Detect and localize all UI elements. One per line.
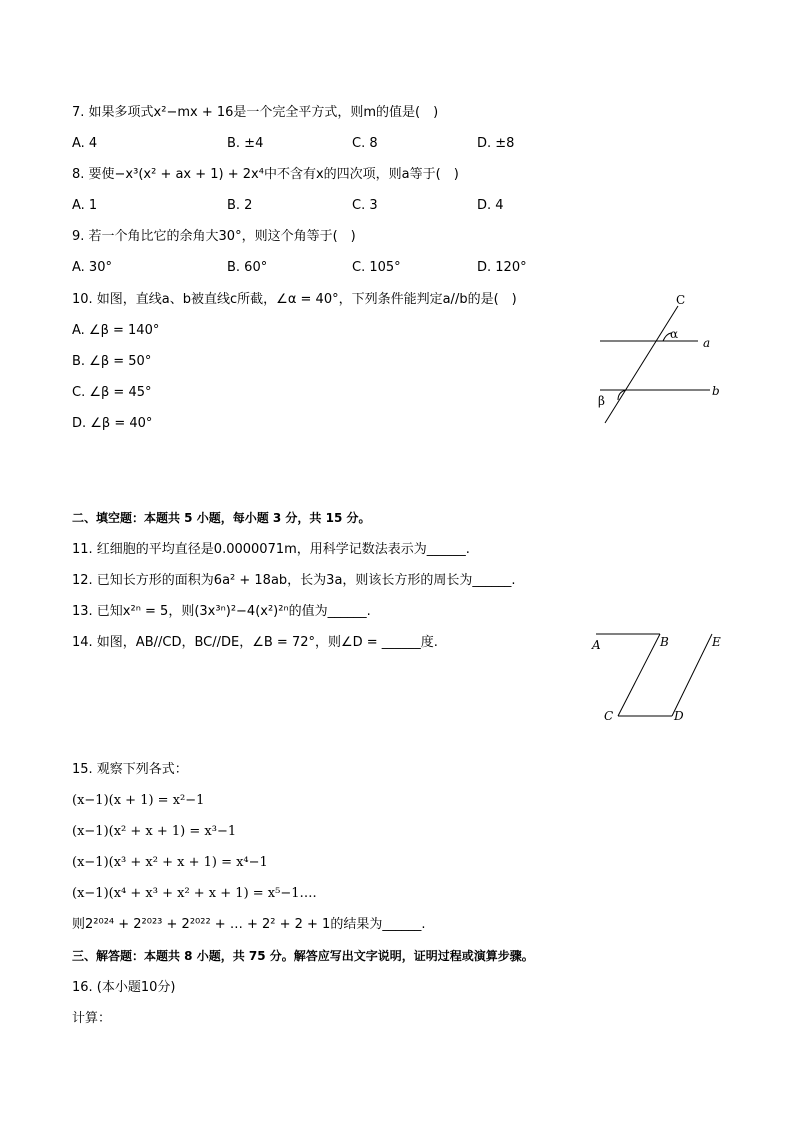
question-7-stem: 7. 如果多项式x²−mx + 16是一个完全平方式，则m的值是( )	[72, 105, 439, 120]
question-16-sub: 计算：	[72, 1011, 112, 1026]
section-3-heading: 三、解答题：本题共 8 小题，共 75 分。解答应写出文字说明，证明过程或演算步骤。	[72, 949, 534, 963]
label-C: C	[604, 709, 614, 723]
question-10-stem: 10. 如图，直线a、b被直线c所截，∠α = 40°，下列条件能判定a//b的是( )	[72, 292, 517, 307]
question-16-title: 16. (本小题10分)	[72, 980, 176, 995]
label-beta: β	[598, 394, 605, 408]
label-b: b	[712, 384, 720, 398]
question-15-stem: 15. 观察下列各式：	[72, 762, 188, 777]
q10-option-d: D. ∠β = 40°	[72, 416, 153, 431]
line-c	[605, 306, 678, 423]
segment-bc	[618, 634, 660, 716]
q8-option-d: D. 4	[477, 198, 504, 213]
label-c: C	[676, 293, 686, 307]
label-D: D	[674, 709, 684, 723]
q15-question: 则2²⁰²⁴ + 2²⁰²³ + 2²⁰²² + … + 2² + 2 + 1的结果为______.	[72, 917, 426, 932]
q15-formula-3: (x−1)(x³ + x² + x + 1) = x⁴−1	[72, 855, 268, 870]
label-B: B	[660, 635, 669, 649]
section-2-heading: 二、填空题：本题共 5 小题，每小题 3 分，共 15 分。	[72, 511, 371, 525]
q8-option-b: B. 2	[227, 198, 253, 213]
label-alpha: α	[670, 327, 679, 341]
q8-option-a: A. 1	[72, 198, 98, 213]
q9-option-d: D. 120°	[477, 260, 527, 275]
question-13: 13. 已知x²ⁿ = 5，则(3x³ⁿ)²−4(x²)²ⁿ的值为______.	[72, 604, 371, 619]
q10-option-c: C. ∠β = 45°	[72, 385, 152, 400]
question-12: 12. 已知长方形的面积为6a² + 18ab，长为3a，则该长方形的周长为______.	[72, 573, 516, 588]
q7-option-c: C. 8	[352, 136, 378, 151]
q15-formula-4: (x−1)(x⁴ + x³ + x² + x + 1) = x⁵−1….	[72, 886, 317, 901]
q7-option-d: D. ±8	[477, 136, 515, 151]
q9-option-c: C. 105°	[352, 260, 401, 275]
label-A: A	[592, 638, 601, 652]
q9-option-a: A. 30°	[72, 260, 112, 275]
question-9-stem: 9. 若一个角比它的余角大30°，则这个角等于( )	[72, 229, 356, 244]
q14-figure	[588, 628, 738, 728]
q8-option-c: C. 3	[352, 198, 378, 213]
label-E: E	[712, 635, 721, 649]
q7-option-b: B. ±4	[227, 136, 264, 151]
label-a: a	[703, 336, 711, 350]
question-14-stem: 14. 如图，AB//CD，BC//DE，∠B = 72°，则∠D = ______度.	[72, 635, 438, 650]
q10-figure	[590, 290, 730, 430]
segment-de	[672, 634, 712, 716]
question-11: 11. 红细胞的平均直径是0.0000071m，用科学记数法表示为______.	[72, 542, 470, 557]
q10-option-b: B. ∠β = 50°	[72, 354, 152, 369]
q9-option-b: B. 60°	[227, 260, 268, 275]
q10-option-a: A. ∠β = 140°	[72, 323, 160, 338]
q15-formula-1: (x−1)(x + 1) = x²−1	[72, 793, 205, 808]
q7-option-a: A. 4	[72, 136, 98, 151]
q15-formula-2: (x−1)(x² + x + 1) = x³−1	[72, 824, 237, 839]
question-8-stem: 8. 要使−x³(x² + ax + 1) + 2x⁴中不含有x的四次项，则a等于( )	[72, 167, 459, 182]
